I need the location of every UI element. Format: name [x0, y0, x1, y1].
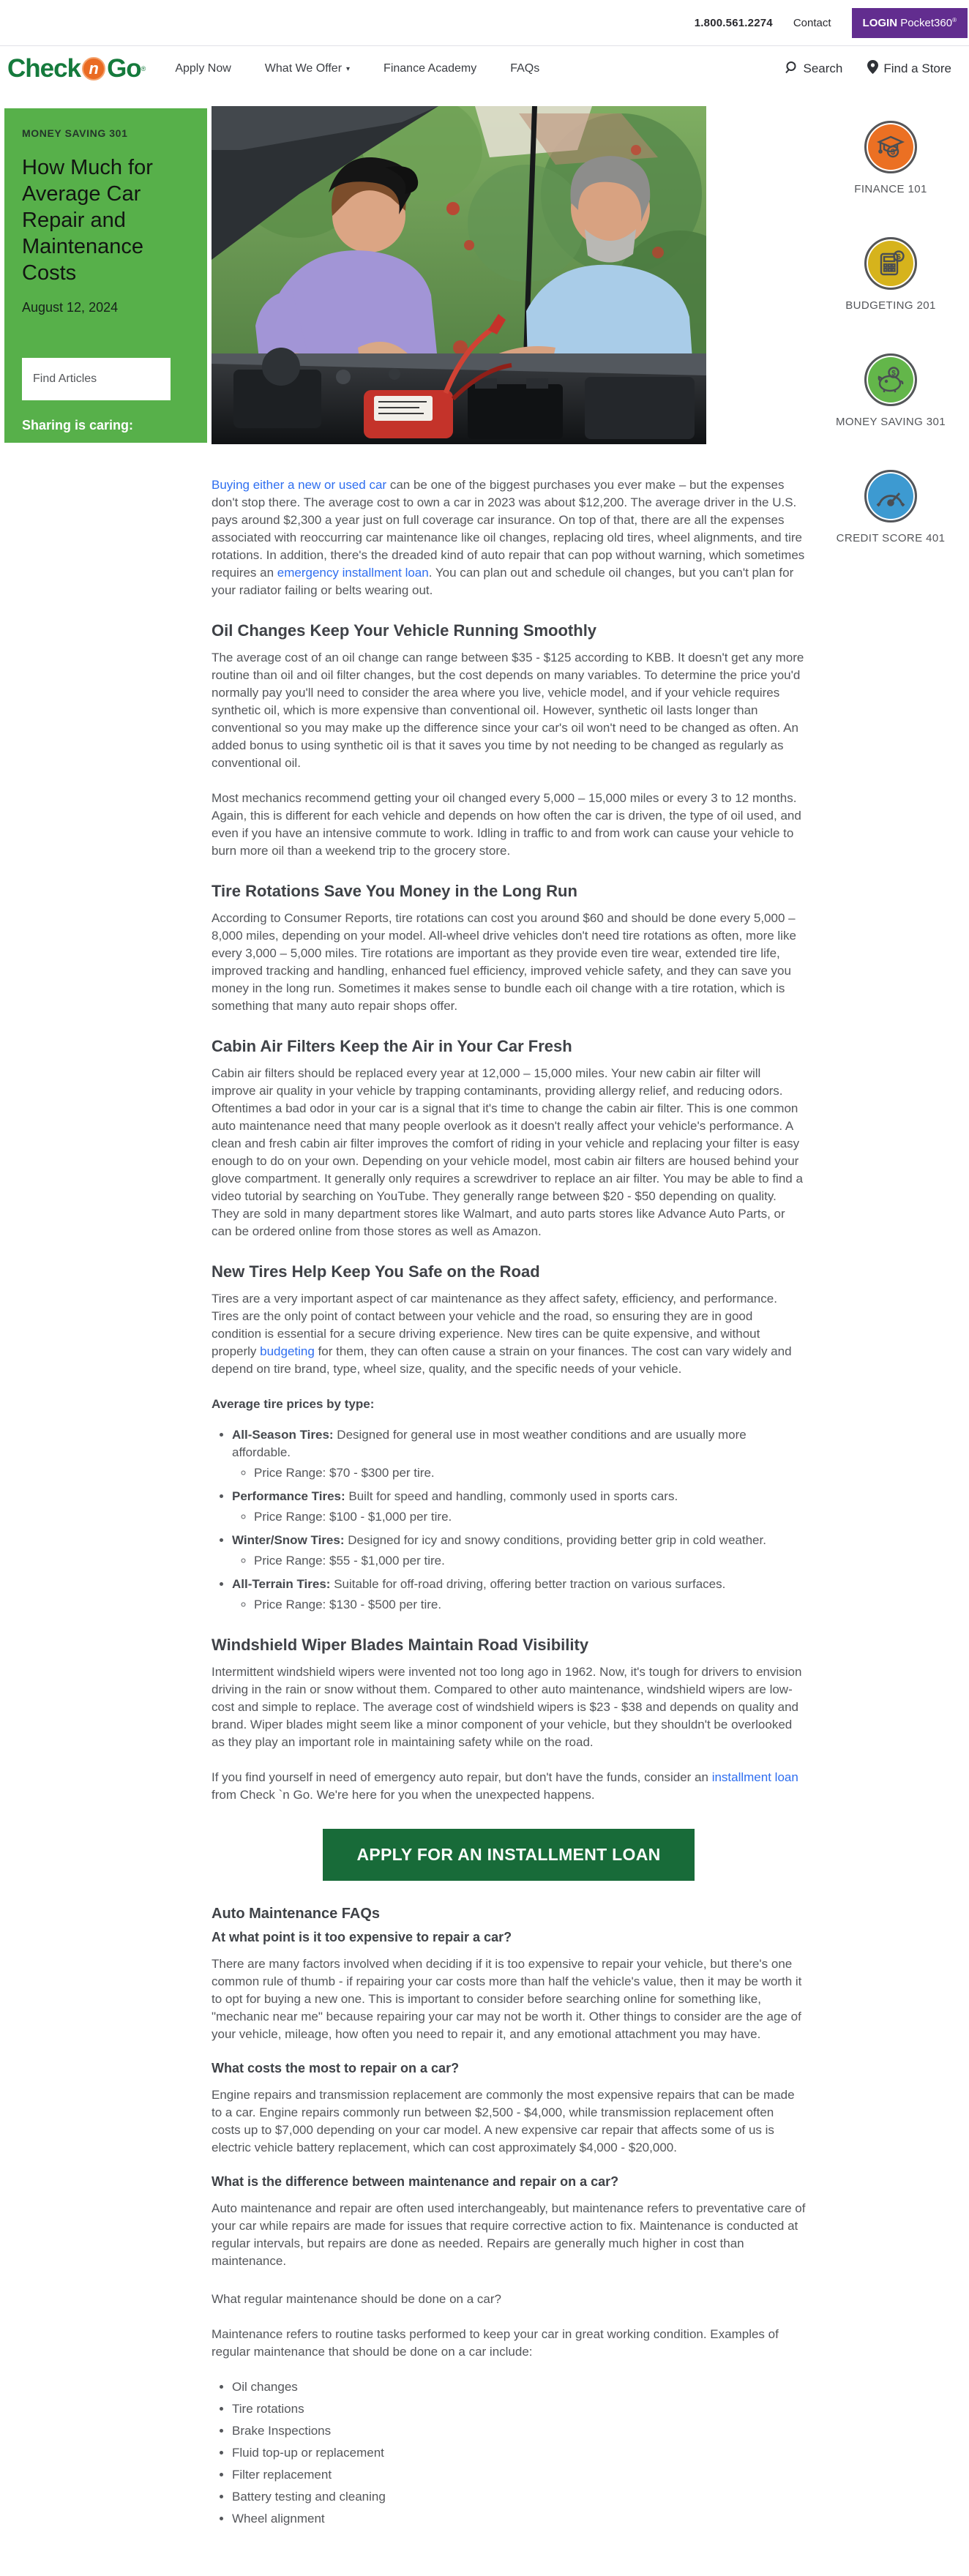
inline-link[interactable]: installment loan — [711, 1770, 798, 1784]
faq-question-plain: What regular maintenance should be done on a car? — [212, 2292, 501, 2306]
rail-label: BUDGETING 201 — [845, 299, 936, 312]
nav-what-we-offer-label: What We Offer — [264, 62, 343, 75]
section-heading: Cabin Air Filters Keep the Air in Your Car Fresh — [212, 1037, 572, 1055]
section-heading: Tire Rotations Save You Money in the Long Run — [212, 882, 577, 900]
calculator-icon — [864, 237, 917, 290]
article-paragraph: Most mechanics recommend getting your oil changed every 5,000 – 15,000 miles or every 3 to 12 months. Again, this is different for each vehicle and depends on how often the car is driven, the type of oil used, and even if you have an intensive commute to work. Idling in traffic to and from work can cause your vehicle to burn more oil than a weekend trip to the grocery store. — [212, 791, 801, 858]
inline-link[interactable]: budgeting — [260, 1344, 315, 1358]
article-paragraph: The average cost of an oil change can range between $35 - $125 according to KBB. It doesn't get any more routine than oil and oil filter changes, but the cost depends on many variables. To determine the price you'd normally pay you'll need to consider the area where you live, vehicle model, and if your vehicle requires synthetic oil, which is more expensive than conventional oil. However, synthetic oil lasts longer than conventional so you may make up the difference since your car's oil won't need to be changed as often. An added bonus to using synthetic oil is that it saves you time by not needing to be changed as regularly as conventional oil. — [212, 651, 804, 770]
section-heading: Oil Changes Keep Your Vehicle Running Smoothly — [212, 621, 597, 640]
nav-apply-now-label: Apply Now — [175, 62, 231, 75]
article-paragraph: Tires are a very important aspect of car maintenance as they affect safety, efficiency, and performance. Tires are the only point of contact between your vehicle and the road, so ensuring they are in good condition is essential for a secure driving experience. New tires can be quite expensive, and without properly budgeting for them, they can often cause a strain on your finances. The cost can vary widely and depend on tire brand, type, wheel size, quality, and the specific needs of your vehicle. — [212, 1292, 792, 1376]
svg-text:$: $ — [891, 370, 896, 378]
rail-label: CREDIT SCORE 401 — [836, 532, 946, 544]
apply-installment-loan-button[interactable]: APPLY FOR AN INSTALLMENT LOAN — [323, 1829, 694, 1881]
sharing-label: Sharing is caring: — [22, 417, 134, 433]
list-item: • Filter replacement — [232, 2466, 806, 2484]
inline-link[interactable]: emergency installment loan — [277, 566, 429, 580]
tire-price-item: • All-Terrain Tires: Suitable for off-road driving, offering better traction on various surfaces. ◦ Price Range: $130 - $500 per tire. — [232, 1576, 806, 1614]
inline-link[interactable]: Buying either a new or used car — [212, 478, 387, 492]
article-paragraph: According to Consumer Reports, tire rotations can cost you around $60 and should be done every 5,000 – 8,000 miles, depending on your model. All-wheel drive vehicles don't need tire rotations as often, more like every 3,000 – 5,000 miles. Tire rotations are important as they provide even tire wear, extended tire life, improved tracking and handling, enhanced fuel efficiency, improved vehicle safety, and they can save you money in the long run. Sometimes it makes sense to bundle each oil change with a tire rotation, which is something that many auto repair shops offer. — [212, 911, 796, 1013]
login-product: Pocket360 — [900, 16, 953, 29]
price-range: ◦ Price Range: $130 - $500 per tire. — [254, 1596, 806, 1614]
cta-wrap — [212, 1829, 806, 1881]
article-paragraph: Engine repairs and transmission replacement are commonly the most expensive repairs that can be made to a car. Engine repairs commonly run between $2,500 - $4,000, while transmission replacement often costs up to $7,000 depending on your car model. A new expensive car repair that affects some of us is electric vehicle battery replacement, which can cost approximately $4,000 - $20,000. — [212, 2088, 795, 2154]
svg-text:$: $ — [890, 148, 896, 157]
tire-type-label: Performance Tires: — [232, 1489, 345, 1503]
faq-heading: Auto Maintenance FAQs — [212, 1906, 381, 1922]
contact-link[interactable]: Contact — [793, 16, 831, 29]
section-heading: New Tires Help Keep You Safe on the Road — [212, 1262, 540, 1281]
list-item: • Battery testing and cleaning — [232, 2488, 806, 2506]
price-sublist — [254, 1464, 806, 1482]
rail-item-finance-101[interactable] — [854, 121, 927, 195]
nav-utilities — [785, 60, 951, 78]
faq-question: What is the difference between maintenance and repair on a car? — [212, 2174, 619, 2189]
list-item: • Fluid top-up or replacement — [232, 2444, 806, 2462]
linkedin-icon[interactable] — [114, 443, 147, 476]
main-column — [212, 106, 806, 2576]
social-share-row — [22, 443, 190, 476]
login-label: LOGIN — [862, 16, 898, 29]
article-paragraph: Auto maintenance and repair are often used interchangeably, but maintenance refers to preventative care of your car while repairs are made for issues that require corrective action to fix. Maintenance is conducted at regular intervals, but repairs are done as needed. Repairs are generally much higher in cost than maintenance. — [212, 2201, 806, 2268]
faq-question: At what point is it too expensive to repair a car? — [212, 1930, 512, 1944]
price-sublist — [254, 1596, 806, 1614]
content-area — [0, 91, 969, 2576]
nav-links — [175, 62, 539, 75]
phone-number[interactable]: 1.800.561.2274 — [694, 16, 773, 29]
price-sublist — [254, 1508, 806, 1526]
category-label: MONEY SAVING 301 — [22, 127, 128, 139]
search-label: Search — [803, 61, 843, 75]
list-item: • Tire rotations — [232, 2400, 806, 2418]
registered-mark: ® — [952, 16, 957, 23]
logo-go-text: Go — [107, 54, 141, 83]
list-item: • Brake Inspections — [232, 2422, 806, 2440]
nav-faqs[interactable] — [510, 62, 539, 75]
price-range: ◦ Price Range: $100 - $1,000 per tire. — [254, 1508, 806, 1526]
article-body — [212, 444, 806, 2576]
article-paragraph: Intermittent windshield wipers were invented not too long ago in 1962. Now, it's tough for drivers to envision driving in the rain or snow without them. Compared to other auto maintenance, windshield wipers are low-cost and simple to replace. The average cost of windshield wipers is $23 - $38 and depends on quality and brand. Wiper blades might seem like a minor component of your vehicle, but they shouldn't be overlooked as they play an important role in maintaining safety while on the road. — [212, 1665, 802, 1749]
article-paragraph: Buying either a new or used car can be one of the biggest purchases you ever make – but the expenses don't stop there. The average cost to own a car in 2023 was about $12,200. The average driver in the U.S. pays around $2,300 a year just on full coverage car insurance. On top of that, there are all the expenses associated with reoccurring car maintenance like oil changes, replacing old tires, wheel alignments, and tire rotations. In addition, there's the dreaded kind of auto repair that can pop without warning, which sometimes requires an emergency installment loan. You can plan out and schedule oil changes, but you can't plan for your radiator failing or belts wearing out. — [212, 478, 805, 597]
rail-item-budgeting-201[interactable] — [845, 237, 936, 312]
tire-type-label: Winter/Snow Tires: — [232, 1533, 345, 1547]
piggy-bank-icon — [864, 353, 917, 406]
article-paragraph: There are many factors involved when deciding if it is too expensive to repair your vehicle, but there's one common rule of thumb - if repairing your car costs more than half the vehicle's value, then it may be worth it to opt for buying a new one. This is important to consider before searching online for something like, "mechanic near me" because repairing your car may not be worth it. Other things to consider are the age of your vehicle, mileage, how often you need to repair it, and any emotional attachment you may have. — [212, 1957, 802, 2041]
article-paragraph: Cabin air filters should be replaced every year at 12,000 – 15,000 miles. Your new cabin air filter will improve air quality in your vehicle by trapping contaminants, providing allergy relief, and reducing odors. Oftentimes a bad odor in your car is a signal that it's time to change the cabin air filter. This is one common auto maintenance need that many people overlook as it doesn't really affect your vehicle's performance. A clean and fresh cabin air filter improves the comfort of riding in your vehicle and replacing your filter is easy enough to do on your own. Depending on your vehicle model, most cabin air filters are housed behind your glove compartment. It generally only requires a screwdriver to replace an air filter. You may be able to find a video tutorial by searching on YouTube. They generally range between $20 - $50 depending on quality. They are sold in many department stores like Walmart, and auto parts stores like Advance Auto Parts, or can be ordered online from those stores as well as Amazon. — [212, 1066, 803, 1238]
svg-text:$: $ — [897, 253, 901, 261]
logo-registered-mark: ® — [141, 65, 146, 72]
facebook-icon[interactable] — [22, 443, 55, 476]
chevron-down-icon: ▾ — [346, 64, 351, 73]
price-range: ◦ Price Range: $55 - $1,000 per tire. — [254, 1552, 806, 1570]
nav-finance-academy[interactable] — [384, 62, 476, 75]
nav-what-we-offer[interactable] — [265, 62, 350, 75]
maintenance-list — [232, 2378, 806, 2528]
nav-apply-now[interactable] — [175, 62, 231, 75]
search-button[interactable] — [785, 61, 843, 78]
list-item: • Oil changes — [232, 2378, 806, 2396]
tire-price-item: • All-Season Tires: Designed for general use in most weather conditions and are usually more affordable. ◦ Price Range: $70 - $300 per tire. — [232, 1426, 806, 1482]
find-a-store-label: Find a Store — [883, 61, 951, 75]
price-range: ◦ Price Range: $70 - $300 per tire. — [254, 1464, 806, 1482]
page-title: How Much for Average Car Repair and Maintenance Costs — [22, 156, 153, 285]
rail-item-money-saving-301[interactable] — [836, 353, 946, 428]
article-paragraph: If you find yourself in need of emergency auto repair, but don't have the funds, consider an installment loan from Check `n Go. We're here for you when the unexpected happens. — [212, 1770, 798, 1802]
find-articles-input[interactable] — [22, 358, 171, 400]
rail-label: MONEY SAVING 301 — [835, 416, 946, 428]
course-rail — [821, 121, 960, 586]
article-paragraph: Maintenance refers to routine tasks performed to keep your car in great working condition. Examples of regular maintenance that should be done on a car include: — [212, 2327, 779, 2359]
faq-question: What costs the most to repair on a car? — [212, 2061, 460, 2075]
rail-item-credit-score-401[interactable] — [837, 470, 946, 544]
twitter-icon[interactable] — [68, 443, 101, 476]
nav-finance-academy-label: Finance Academy — [384, 62, 477, 75]
login-pocket360-button[interactable] — [852, 8, 968, 38]
article-info-panel — [4, 108, 207, 443]
utility-bar — [0, 0, 969, 46]
logo-check-text: Check — [7, 54, 81, 83]
graduation-cap-icon — [864, 121, 917, 173]
tire-price-item: • Winter/Snow Tires: Designed for icy and snowy conditions, providing better grip in cold weather. ◦ Price Range: $55 - $1,000 per tire. — [232, 1532, 806, 1570]
tire-price-list — [232, 1426, 806, 1614]
tire-type-label: All-Season Tires: — [232, 1428, 334, 1442]
tire-type-label: All-Terrain Tires: — [232, 1577, 331, 1591]
list-intro: Average tire prices by type: — [212, 1397, 375, 1411]
check-n-go-logo[interactable] — [7, 54, 146, 83]
publish-date: August 12, 2024 — [22, 299, 119, 315]
tire-price-item: • Performance Tires: Built for speed and handling, commonly used in sports cars. ◦ Price Range: $100 - $1,000 per tire. — [232, 1488, 806, 1526]
find-a-store-button[interactable] — [867, 60, 951, 78]
logo-n-badge: n — [82, 57, 105, 80]
nav-faqs-label: FAQs — [510, 62, 540, 75]
list-item: • Wheel alignment — [232, 2510, 806, 2528]
main-nav — [0, 46, 969, 91]
search-icon — [785, 61, 798, 78]
gauge-icon — [864, 470, 917, 523]
hero-image — [212, 106, 706, 444]
rail-label: FINANCE 101 — [854, 183, 927, 195]
section-heading: Windshield Wiper Blades Maintain Road Visibility — [212, 1636, 589, 1654]
price-sublist — [254, 1552, 806, 1570]
location-pin-icon — [867, 60, 878, 78]
